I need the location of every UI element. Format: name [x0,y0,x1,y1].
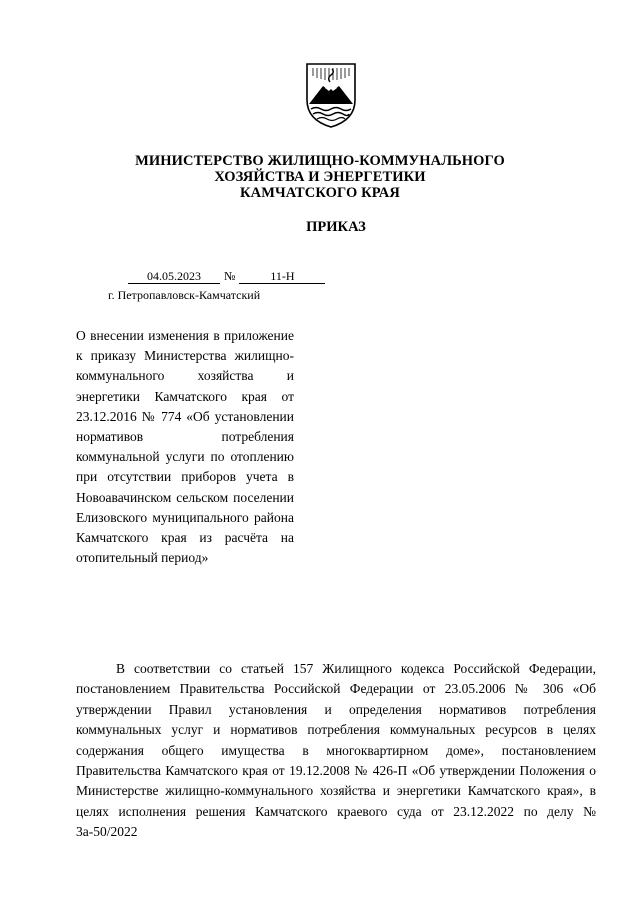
body-paragraph: В соответствии со статьей 157 Жилищного кодекса Российской Федерации, постановлением Правительства Российской Федерации от 23.05.2006 № 306 «Об утверждении Правил установления и определения нормативов потребления коммунальных услуг и нормативов потребления коммунальных ресурсов в целях содержания общего имущества в многоквартирном доме», постановлением Правительства Камчатского края от 19.12.2008 № 426-П «Об утверждении Положения о Министерстве жилищно-коммунального хозяйства и энергетики Камчатского края», в целях исполнения решения Камчатского краевого суда от 23.12.2022 по делу № 3а-50/2022 [76,661,596,840]
ministry-name-line-1: МИНИСТЕРСТВО ЖИЛИЩНО-КОММУНАЛЬНОГО [135,153,505,169]
number-sign: № [224,269,236,283]
coat-of-arms-icon [303,60,359,130]
order-title: О внесении изменения в приложение к приказу Министерства жилищно-коммунального хозяйства и энергетики Камчатского края от 23.12.2016 № 774 «Об установлении нормативов потребления коммунальной услуги по отоплению при отсутствии приборов учета в Новоавачинском сельском поселении Елизовского муниципального района Камчатского края из расчёта на отопительный период» [76,328,294,566]
document-type-heading: ПРИКАЗ [306,219,366,235]
ministry-name-line-3: КАМЧАТСКОГО КРАЯ [240,185,400,201]
city-name: г. Петропавловск-Камчатский [108,288,261,302]
date-number-line [128,268,325,284]
ministry-name-line-2: ХОЗЯЙСТВА И ЭНЕРГЕТИКИ [214,169,426,185]
order-date: 04.05.2023 [128,269,220,284]
order-number: 11-Н [239,269,325,284]
